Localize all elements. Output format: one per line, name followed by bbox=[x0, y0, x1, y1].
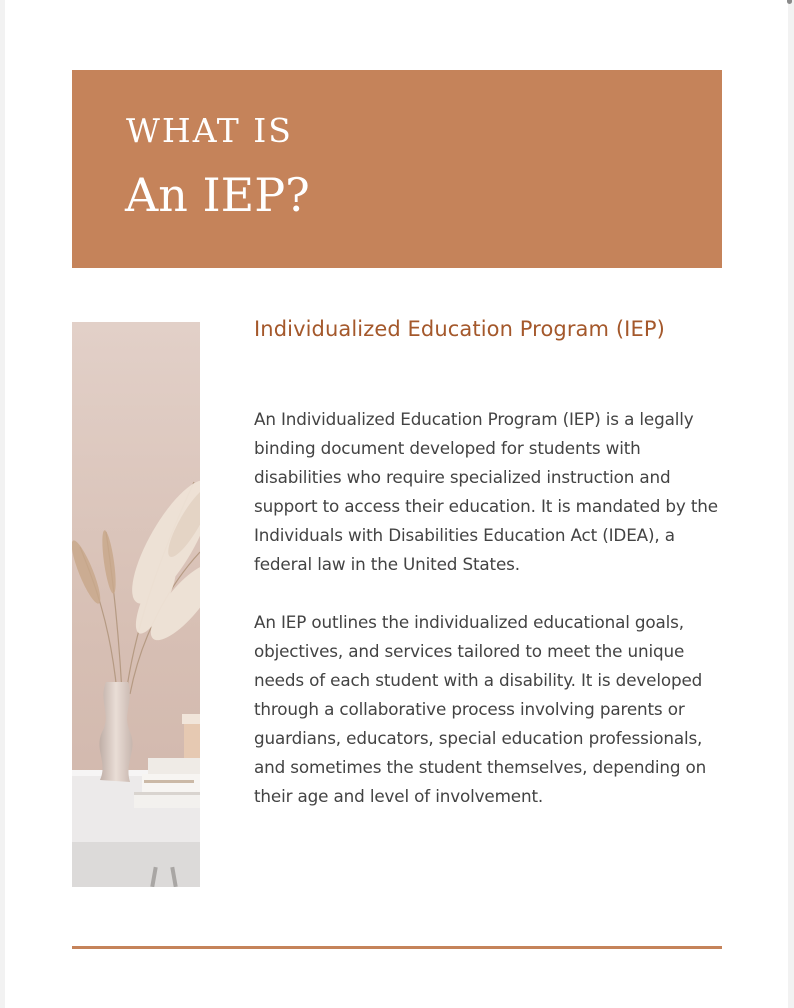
content-section bbox=[254, 314, 724, 811]
header-kicker: WHAT IS bbox=[126, 111, 293, 150]
paragraph-definition: An Individualized Education Program (IEP) is a legally binding document developed for students with disabilities who require specialized instruction and support to access their education. It is mandated by the Individuals with Disabilities Education Act (IDEA), a federal law in the United States. bbox=[254, 409, 718, 574]
page-title: An IEP? bbox=[125, 168, 310, 222]
header-banner bbox=[72, 70, 722, 268]
page-edge-right bbox=[788, 0, 794, 1008]
page-edge-left bbox=[0, 0, 5, 1008]
section-heading: Individualized Education Program (IEP) bbox=[254, 317, 665, 341]
pampas-grass-vase-photo bbox=[72, 322, 200, 887]
bottom-divider bbox=[72, 946, 722, 949]
paragraph-process: An IEP outlines the individualized educational goals, objectives, and services tailored to meet the unique needs of each student with a disability. It is developed through a collaborative process involving parents or guardians, educators, special education professionals, and sometimes the student themselves, depending on their age and level of involvement. bbox=[254, 612, 707, 806]
